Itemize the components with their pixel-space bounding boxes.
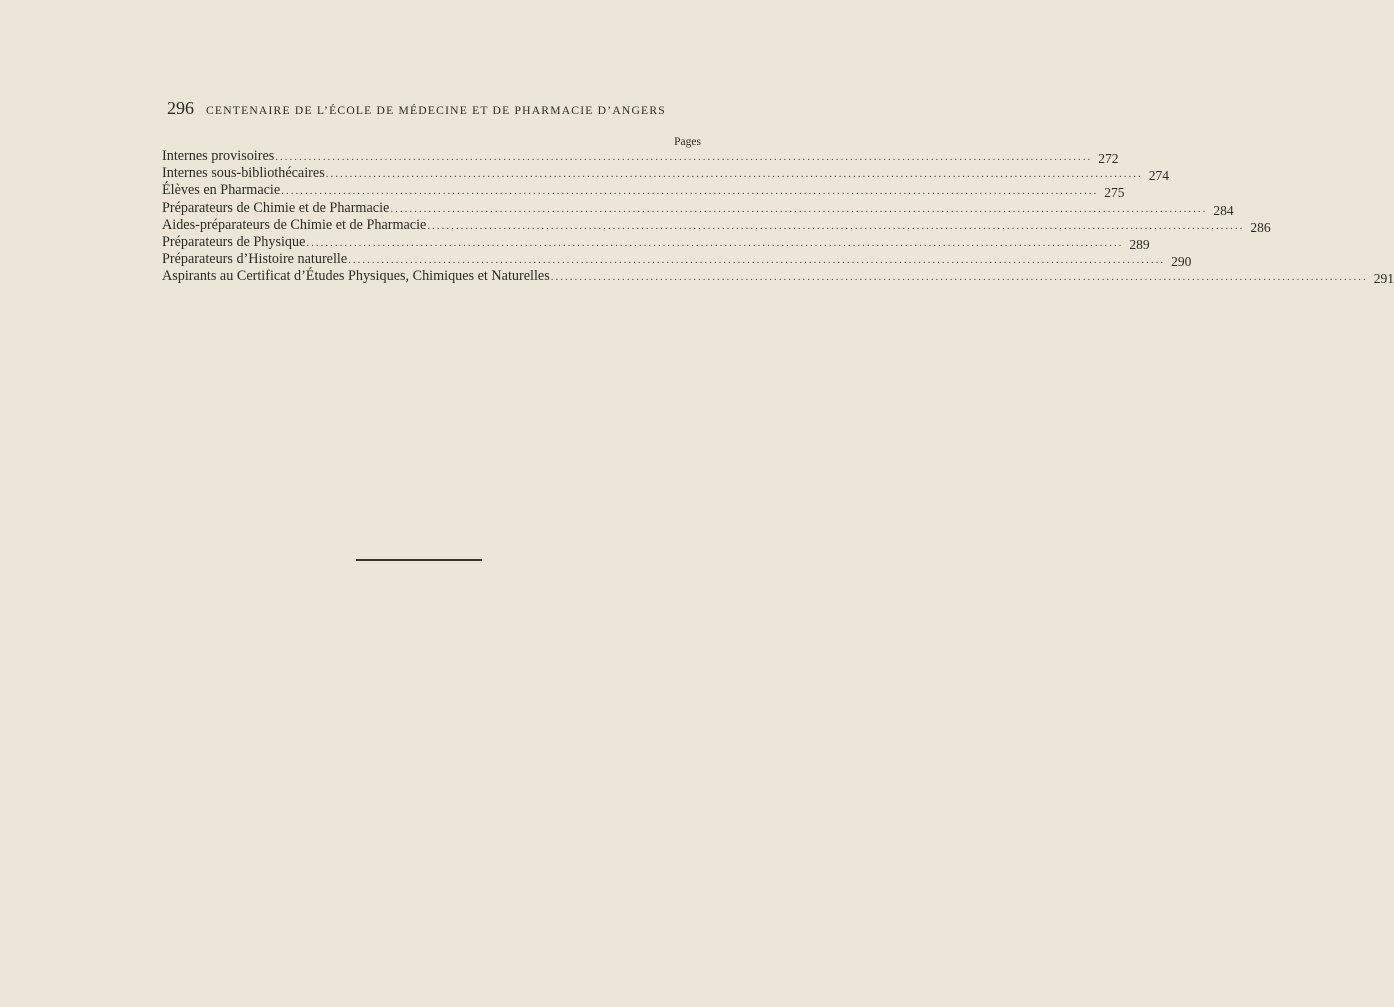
toc-entry-page: 291 xyxy=(1373,271,1394,287)
toc-entry xyxy=(162,267,1394,287)
page-number: 296 xyxy=(167,98,194,118)
dot-leader: ............................................................................................................................................................................ xyxy=(550,271,1368,284)
toc-entry-title: Préparateurs de Physique xyxy=(162,233,306,250)
toc-entry-page: 272 xyxy=(1098,151,1119,166)
toc-entry xyxy=(162,233,1150,252)
toc-entry xyxy=(162,216,1271,235)
toc-entry-title: Internes sous-bibliothécaires xyxy=(162,165,325,182)
dot-leader: ............................................................................................................................................................................ xyxy=(325,168,1143,181)
toc-entry-title: Élèves en Pharmacie xyxy=(162,182,281,199)
toc-entry-page: 275 xyxy=(1104,185,1125,201)
toc-entry xyxy=(162,250,1192,270)
toc-entry xyxy=(162,181,1125,201)
running-header xyxy=(167,98,666,122)
dot-leader: ............................................................................................................................................................................ xyxy=(281,185,1099,198)
toc-entry xyxy=(162,199,1234,218)
dot-leader: ............................................................................................................................................................................ xyxy=(427,219,1245,232)
table-of-contents xyxy=(162,147,1394,287)
dot-leader: ............................................................................................................................................................................ xyxy=(306,236,1124,249)
toc-entry-page: 289 xyxy=(1129,236,1150,252)
toc-entry-page: 284 xyxy=(1213,202,1234,218)
toc-entry-title: Internes provisoires xyxy=(162,148,275,164)
toc-entry-page: 274 xyxy=(1148,168,1169,184)
toc-entry-title: Préparateurs d’Histoire naturelle xyxy=(162,251,348,268)
end-rule xyxy=(356,559,482,561)
toc-entry xyxy=(162,164,1169,184)
dot-leader: ............................................................................................................................................................................ xyxy=(390,202,1208,215)
toc-entry xyxy=(162,147,1119,166)
toc-entry-title: Aspirants au Certificat d’Études Physiques, Chimiques et Naturelles xyxy=(162,268,550,285)
pages-column-label: Pages xyxy=(674,136,701,148)
toc-entry-title: Préparateurs de Chimie et de Pharmacie xyxy=(162,199,390,216)
toc-entry-page: 286 xyxy=(1250,219,1271,235)
dot-leader: ............................................................................................................................................................................ xyxy=(348,254,1166,267)
toc-entry-title: Aides-préparateurs de Chimie et de Pharmacie xyxy=(162,216,427,233)
dot-leader: ............................................................................................................................................................................ xyxy=(275,151,1093,163)
running-title: CENTENAIRE DE L’ÉCOLE DE MÉDECINE ET DE PHARMACIE D’ANGERS xyxy=(206,104,666,117)
toc-entry-page: 290 xyxy=(1171,254,1192,270)
